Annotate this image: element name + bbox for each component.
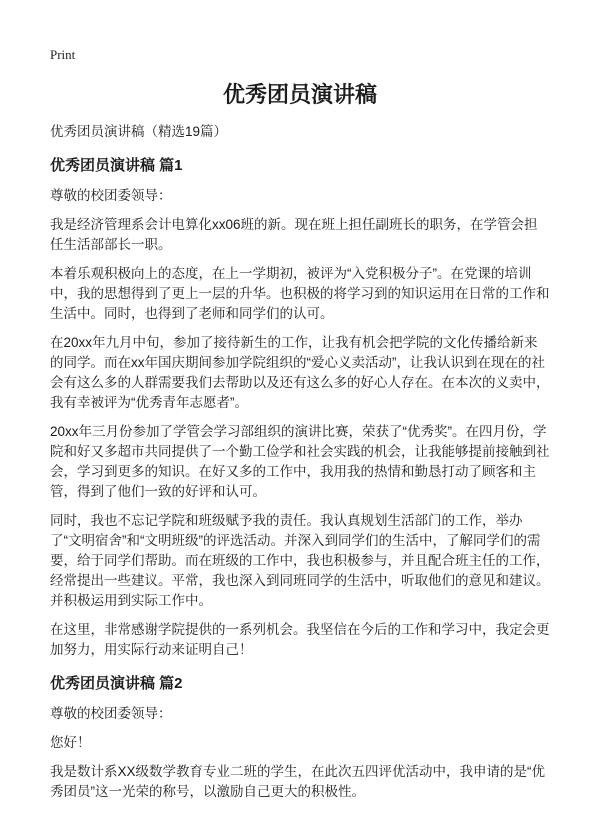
document-subtitle: 优秀团员演讲稿（精选19篇） bbox=[50, 124, 228, 139]
paragraph: 在20xx年九月中旬，参加了接待新生的工作，让我有机会把学院的文化传播给新来的同学。而在xx年国庆期间参加学院组织的“爱心义卖活动”，让我认识到在现在的社会有这么多的人群需要我们去帮助以及还有这么多的好心人存在。在本次的义卖中，我有幸被评为“优秀青年志愿者”。 bbox=[50, 335, 550, 410]
paragraph: 在这里，非常感谢学院提供的一系列机会。我坚信在今后的工作和学习中，我定会更加努力，用实际行动来证明自己！ bbox=[50, 622, 550, 657]
section-2 bbox=[50, 673, 550, 802]
paragraph: 我是数计系XX级数学教育专业二班的学生，在此次五四评优活动中，我申请的是“优秀团员”这一光荣的称号，以激励自己更大的积极性。 bbox=[50, 764, 546, 799]
section-1-heading: 优秀团员演讲稿 篇1 bbox=[50, 157, 183, 174]
print-button[interactable]: Print bbox=[50, 47, 76, 62]
paragraph: 我是经济管理系会计电算化xx06班的新。现在班上担任副班长的职务，在学管会担任生活部部长一职。 bbox=[50, 217, 538, 252]
paragraph: 20xx年三月份参加了学管会学习部组织的演讲比赛，荣获了“优秀奖”。在四月份，学院和好又多超市共同提供了一个勤工俭学和社会实践的机会，让我能够提前接触到社会，学习到更多的知识。在好又多的工作中，我用我的热情和勤恳打动了顾客和主管，得到了他们一致的好评和认可。 bbox=[50, 424, 550, 499]
section-1 bbox=[50, 155, 550, 660]
document-title: 优秀团员演讲稿 bbox=[222, 82, 377, 107]
salutation: 尊敬的校团委领导： bbox=[50, 706, 172, 721]
paragraph: 同时，我也不忘记学院和班级赋予我的责任。我认真规划生活部门的工作，举办了“文明宿舍”和“文明班级”的评选活动。并深入到同学们的生活中，了解同学们的需要，给于同学们帮助。而在班级的工作中，我也积极参与，并且配合班主任的工作，经常提出一些建议。平常，我也深入到同班同学的生活中，听取他们的意见和建议。并积极运用到实际工作中。 bbox=[50, 513, 550, 608]
greeting: 您好！ bbox=[50, 735, 91, 750]
section-2-heading: 优秀团员演讲稿 篇2 bbox=[50, 675, 183, 692]
paragraph: 本着乐观积极向上的态度，在上一学期初，被评为“入党积极分子”。在党课的培训中，我的思想得到了更上一层的升华。也积极的将学习到的知识运用在日常的工作和生活中。同时，也得到了老师和同学们的认可。 bbox=[50, 266, 550, 321]
salutation: 尊敬的校团委领导： bbox=[50, 188, 172, 203]
